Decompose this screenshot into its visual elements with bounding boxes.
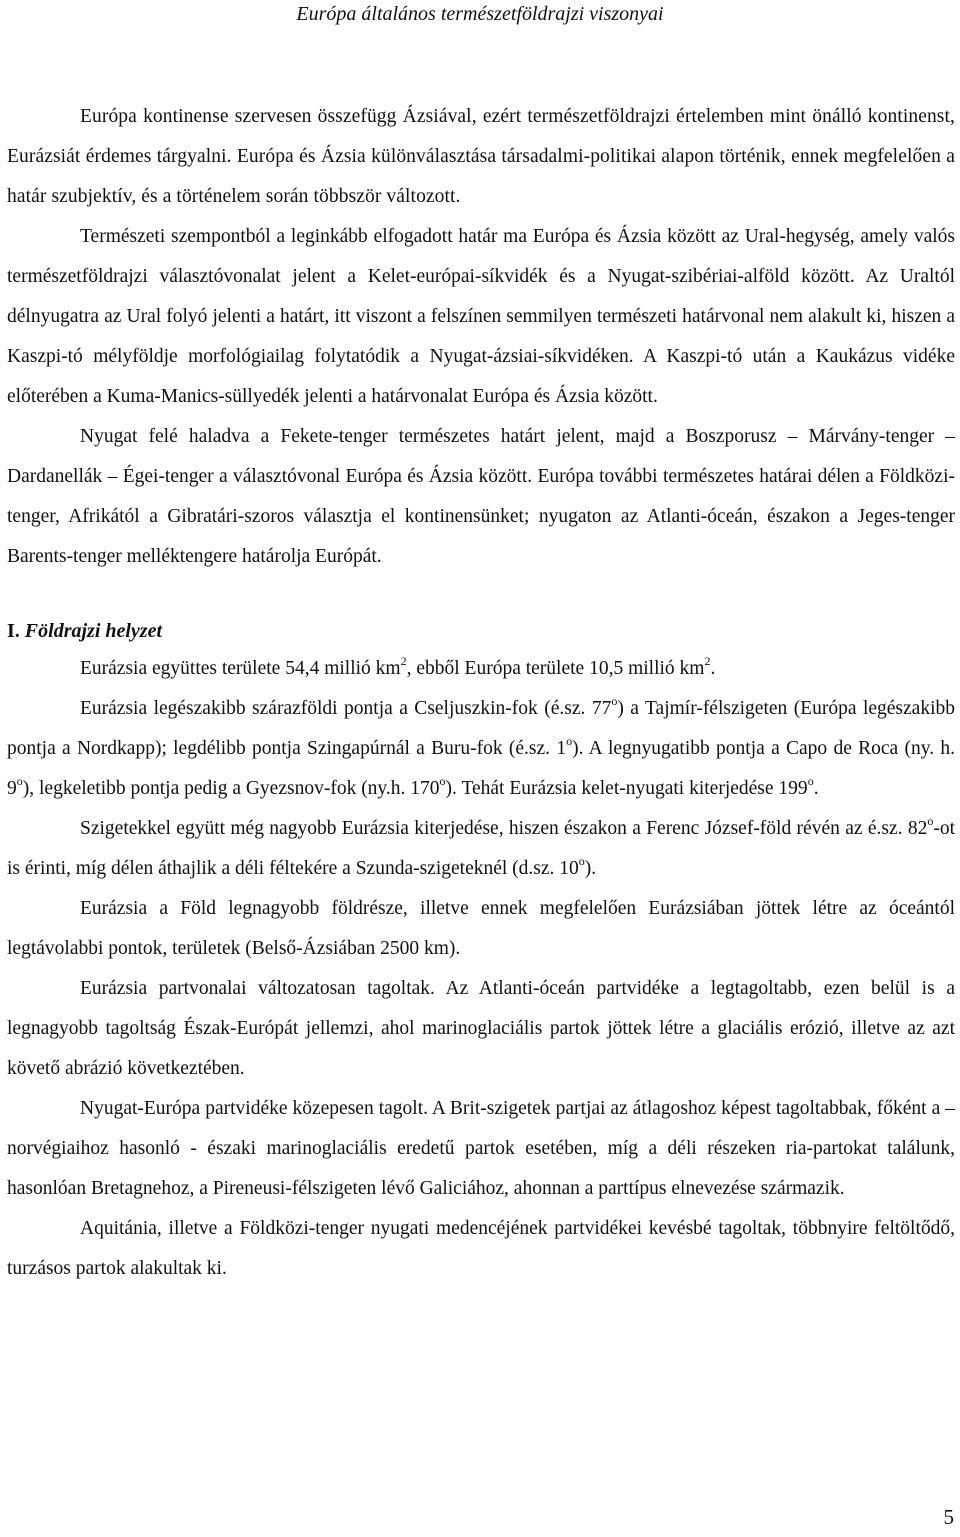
page-header-title: Európa általános természetföldrajzi viszonyai <box>296 3 664 25</box>
aquitania-paragraph: Aquitánia, illetve a Földközi-tenger nyugati medencéjének partvidékei kevésbé tagoltak, többnyire feltöltődő, turzásos partok alakultak ki. <box>7 1218 955 1279</box>
pts-text-c: ). A legnyugatibb pontja a Capo de Roca (ny. h. 9 <box>7 738 956 799</box>
pts-sup-5: o <box>807 773 814 788</box>
section-heading <box>7 613 955 649</box>
isl-sup-2: o <box>578 853 585 868</box>
pts-sup-2: o <box>566 733 573 748</box>
pts-sup-1: o <box>611 693 618 708</box>
pts-sup-3: o <box>16 773 23 788</box>
pts-text-a: Eurázsia legészakibb szárazföldi pontja a Cseljuszkin-fok (é.sz. 77 <box>80 698 612 719</box>
page-number: 5 <box>943 1505 954 1529</box>
section-title: Földrajzi helyzet <box>24 620 163 642</box>
area-sup-2: 2 <box>704 653 711 668</box>
isl-text-c: ). <box>584 858 597 879</box>
islands-paragraph <box>7 809 955 889</box>
document-body <box>7 97 955 1289</box>
pts-text-e: ). Tehát Eurázsia kelet-nyugati kiterjedése 199 <box>445 778 808 799</box>
section-number: I. <box>7 620 20 642</box>
pts-text-d: ), legkeletibb pontja pedig a Gyezsnov-fok (ny.h. 170 <box>22 778 440 799</box>
area-text-b: , ebből Európa területe 10,5 millió km <box>406 658 705 679</box>
area-sup-1: 2 <box>400 653 407 668</box>
coastline-paragraph: Eurázsia partvonalai változatosan tagoltak. Az Atlanti-óceán partvidéke a legtagoltabb, ezen belül is a legnagyobb tagoltság Észak-Európát jellemzi, ahol marinoglaciális partok jöttek létre a glaciális erózió, illetve az azt követő abrázió következtében. <box>7 978 955 1079</box>
intro-paragraph-3: Nyugat felé haladva a Fekete-tenger természetes határt jelent, majd a Boszporusz – Márvány-tenger – Dardanellák – Égei-tenger a választóvonal Európa és Ázsia között. Európa további természetes határai délen a Földközi-tenger, Afrikától a Gibratári-szoros választja el kontinensünket; nyugaton az Atlanti-óceán, északon a Jeges-tenger Barents-tenger melléktengere határolja Európát. <box>7 426 955 567</box>
area-text-c: . <box>710 658 716 679</box>
isl-sup-1: o <box>927 813 934 828</box>
isl-text-b: -ot is érinti, míg délen áthajlik a déli féltekére a Szunda-szigeteknél (d.sz. 10 <box>7 818 955 879</box>
intro-paragraph-2: Természeti szempontból a leginkább elfogadott határ ma Európa és Ázsia között az Ural-hegység, amely valós természetföldrajzi választóvonalat jelent a Kelet-európai-síkvidék és a Nyugat-szibériai-alföld között. Az Uraltól délnyugatra az Ural folyó jelenti a határt, itt viszont a felszínen semmilyen természeti határvonal nem alakult ki, hiszen a Kaszpi-tó mélyföldje morfológiailag folytatódik a Nyugat-ázsiai-síkvidéken. A Kaszpi-tó után a Kaukázus vidéke előterében a Kuma-Manics-süllyedék jelenti a határvonalat Európa és Ázsia között. <box>7 226 955 407</box>
largest-continent-paragraph: Eurázsia a Föld legnagyobb földrésze, illetve ennek megfelelően Eurázsiában jöttek létre az óceántól legtávolabbi pontok, területek (Belső-Ázsiában 2500 km). <box>7 898 955 959</box>
isl-text-a: Szigetekkel együtt még nagyobb Eurázsia kiterjedése, hiszen északon a Ferenc József-föld révén az é.sz. 82 <box>80 818 928 839</box>
pts-text-b: ) a Tajmír-félszigeten (Európa legészakibb pontja a Nordkapp); legdélibb pontja Szingapúrnál a Buru-fok (é.sz. 1 <box>7 698 955 759</box>
pts-text-f: . <box>813 778 819 799</box>
intro-paragraph-1: Európa kontinense szervesen összefügg Ázsiával, ezért természetföldrajzi értelemben mint önálló kontinenst, Eurázsiát érdemes tárgyalni. Európa és Ázsia különválasztása társadalmi-politikai alapon történik, ennek megfelelően a határ szubjektív, és a történelem során többször változott. <box>7 106 955 207</box>
pts-sup-4: o <box>439 773 446 788</box>
area-paragraph <box>7 649 955 689</box>
extreme-points-paragraph <box>7 689 955 809</box>
area-text-a: Eurázsia együttes területe 54,4 millió km <box>80 658 401 679</box>
western-europe-paragraph: Nyugat-Európa partvidéke közepesen tagolt. A Brit-szigetek partjai az átlagoshoz képest tagoltabbak, főként a – norvégiaihoz hasonló - északi marinoglaciális eredetű partok esetében, míg a déli részeken ria-partokat találunk, hasonlóan Bretagnehoz, a Pireneusi-félszigeten lévő Galiciához, ahonnan a parttípus elnevezése származik. <box>7 1098 955 1199</box>
